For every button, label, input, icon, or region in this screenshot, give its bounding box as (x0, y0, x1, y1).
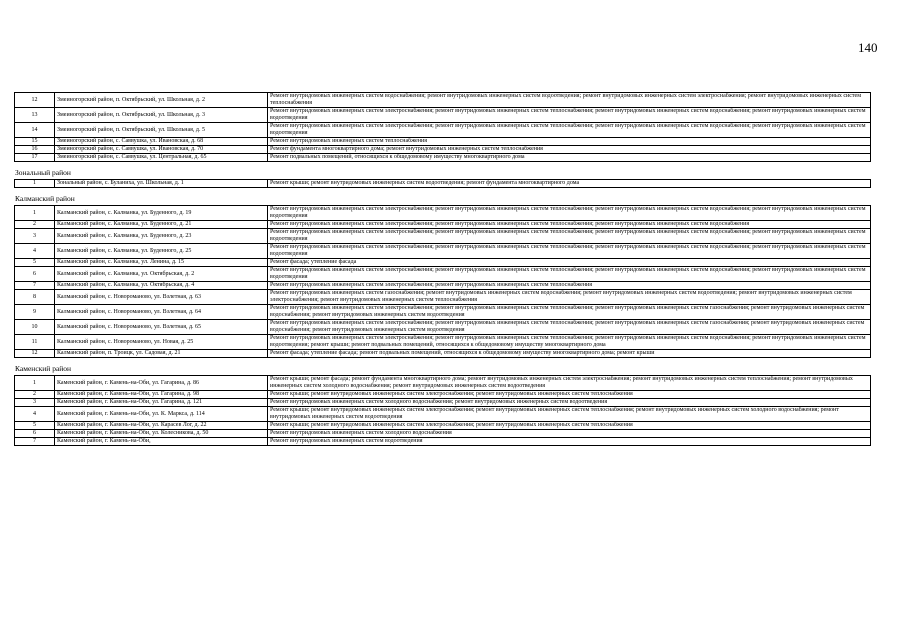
row-address: Калманский район, с. Новороманово, ул. Взлетная, д. 64 (55, 305, 268, 320)
table-row (15, 123, 871, 138)
row-number: 12 (15, 350, 55, 358)
row-works: Ремонт внутридомовых инженерных систем электроснабжения; ремонт внутридомовых инженерных систем теплоснабжения; ремонт внутридомовых инженерных систем водоснабжения (268, 221, 871, 229)
row-works: Ремонт крыши; ремонт внутридомовых инженерных систем электроснабжения; ремонт внутридомовых инженерных систем теплоснабжения; ремонт внутридомовых инженерных систем холодного водоснабжения; ремонт внутридомовых инженерных систем водоотведения (268, 407, 871, 422)
row-address: Каменский район, г. Камень-на-Оби, ул. Гагарина, д. 98 (55, 391, 268, 399)
row-number: 4 (15, 407, 55, 422)
row-number: 3 (15, 229, 55, 244)
row-address: Змеиногорский район, п. Октябрьский, ул. Школьная, д. 2 (55, 93, 268, 108)
row-works: Ремонт внутридомовых инженерных систем электроснабжения; ремонт внутридомовых инженерных систем теплоснабжения; ремонт внутридомовых инженерных систем водоснабжения; ремонт внутридомовых инженерных систем водоотведения; ремонт крыши; ремонт подвальных помещений, относящихся к общедомовому имуществу многоквартирного дома (268, 335, 871, 350)
row-works: Ремонт внутридомовых инженерных систем электроснабжения; ремонт внутридомовых инженерных систем теплоснабжения; ремонт внутридомовых инженерных систем газоснабжения; ремонт внутридомовых инженерных систем водоснабжения; ремонт внутридомовых инженерных систем водоотведения (268, 320, 871, 335)
table-row (15, 430, 871, 438)
table-row (15, 320, 871, 335)
row-number: 12 (15, 93, 55, 108)
row-works: Ремонт внутридомовых инженерных систем электроснабжения; ремонт внутридомовых инженерных систем теплоснабжения; ремонт внутридомовых инженерных систем водоснабжения; ремонт внутридомовых инженерных систем водоотведения (268, 206, 871, 221)
document-body (14, 92, 870, 446)
row-address: Зональный район, с. Буланиха, ул. Школьная, д. 1 (55, 180, 268, 188)
row-works: Ремонт крыши; ремонт внутридомовых инженерных систем электроснабжения; ремонт внутридомовых инженерных систем теплоснабжения (268, 422, 871, 430)
table-row (15, 244, 871, 259)
row-number: 1 (15, 206, 55, 221)
row-number: 6 (15, 430, 55, 438)
row-address: Змеиногорский район, п. Октябрьский, ул. Школьная, д. 3 (55, 108, 268, 123)
row-number: 6 (15, 267, 55, 282)
table-row (15, 229, 871, 244)
row-works: Ремонт внутридомовых инженерных систем электроснабжения; ремонт внутридомовых инженерных систем теплоснабжения; ремонт внутридомовых инженерных систем газоснабжения; ремонт внутридомовых инженерных систем водоснабжения; ремонт внутридомовых инженерных систем водоотведения (268, 305, 871, 320)
row-number: 9 (15, 305, 55, 320)
table-row (15, 376, 871, 391)
row-address: Каменский район, г. Камень-на-Оби, ул. Карасев Лог, д. 22 (55, 422, 268, 430)
row-number: 2 (15, 221, 55, 229)
row-number: 7 (15, 282, 55, 290)
row-number: 13 (15, 108, 55, 123)
table-row (15, 180, 871, 188)
row-address: Змеиногорский район, с. Саввушка, ул. Ивановская, д. 70 (55, 146, 268, 154)
row-address: Каменский район, г. Камень-на-Оби, ул. К. Маркса, д. 114 (55, 407, 268, 422)
row-address: Калманский район, с. Калманка, ул. Буденного, д. 25 (55, 244, 268, 259)
table-row (15, 259, 871, 267)
row-address: Змеиногорский район, с. Саввушка, ул. Ивановская, д. 68 (55, 138, 268, 146)
works-table (14, 92, 871, 162)
row-number: 1 (15, 376, 55, 391)
row-number: 7 (15, 438, 55, 446)
table-row (15, 399, 871, 407)
row-works: Ремонт фасада; утепление фасада (268, 259, 871, 267)
table-row (15, 290, 871, 305)
table-row (15, 391, 871, 399)
works-table (14, 179, 871, 188)
row-address: Каменский район, г. Камень-на-Оби, (55, 438, 268, 446)
row-address: Каменский район, г. Камень-на-Оби, ул. Гагарина, д. 121 (55, 399, 268, 407)
table-row (15, 93, 871, 108)
table-row (15, 267, 871, 282)
row-number: 5 (15, 259, 55, 267)
table-row (15, 206, 871, 221)
row-number: 8 (15, 290, 55, 305)
table-row (15, 154, 871, 162)
table-row (15, 407, 871, 422)
row-number: 16 (15, 146, 55, 154)
row-number: 3 (15, 399, 55, 407)
table-row (15, 138, 871, 146)
row-number: 5 (15, 422, 55, 430)
row-address: Калманский район, с. Калманка, ул. Ленина, д. 15 (55, 259, 268, 267)
district-heading: Калманский район (15, 194, 75, 203)
table-row (15, 335, 871, 350)
row-works: Ремонт внутридомовых инженерных систем газоснабжения; ремонт внутридомовых инженерных систем водоснабжения; ремонт внутридомовых инженерных систем водоотведения; ремонт внутридомовых инженерных систем электроснабжения; ремонт внутридомовых инженерных систем теплоснабжения (268, 290, 871, 305)
row-number: 17 (15, 154, 55, 162)
table-row (15, 305, 871, 320)
district-heading: Зональный район (15, 168, 71, 177)
row-address: Калманский район, с. Калманка, ул. Октябрьская, д. 2 (55, 267, 268, 282)
row-works: Ремонт внутридомовых инженерных систем водоснабжения; ремонт внутридомовых инженерных систем водоотведения; ремонт внутридомовых инженерных систем электроснабжения; ремонт внутридомовых инженерных систем теплоснабжения (268, 93, 871, 108)
row-works: Ремонт внутридомовых инженерных систем водоотведения (268, 438, 871, 446)
row-works: Ремонт фундамента многоквартирного дома; ремонт внутридомовых инженерных систем теплоснабжения (268, 146, 871, 154)
row-works: Ремонт внутридомовых инженерных систем электроснабжения; ремонт внутридомовых инженерных систем теплоснабжения; ремонт внутридомовых инженерных систем водоснабжения; ремонт внутридомовых инженерных систем водоотведения (268, 229, 871, 244)
table-row (15, 221, 871, 229)
row-address: Каменский район, г. Камень-на-Оби, ул. Гагарина, д. 86 (55, 376, 268, 391)
row-works: Ремонт внутридомовых инженерных систем электроснабжения; ремонт внутридомовых инженерных систем теплоснабжения; ремонт внутридомовых инженерных систем водоснабжения; ремонт внутридомовых инженерных систем водоотведения (268, 244, 871, 259)
row-address: Калманский район, с. Новороманово, ул. Взлетная, д. 63 (55, 290, 268, 305)
row-number: 14 (15, 123, 55, 138)
row-number: 10 (15, 320, 55, 335)
row-address: Змеиногорский район, с. Саввушка, ул. Центральная, д. 65 (55, 154, 268, 162)
page-number: 140 (858, 40, 878, 55)
row-address: Калманский район, с. Новороманово, ул. Новая, д. 25 (55, 335, 268, 350)
row-works: Ремонт внутридомовых инженерных систем теплоснабжения (268, 138, 871, 146)
works-table (14, 205, 871, 358)
row-works: Ремонт фасада; утепление фасада; ремонт подвальных помещений, относящихся к общедомовому имуществу многоквартирного дома; ремонт крыши (268, 350, 871, 358)
row-address: Калманский район, с. Калманка, ул. Октябрьская, д. 4 (55, 282, 268, 290)
row-works: Ремонт внутридомовых инженерных систем электроснабжения; ремонт внутридомовых инженерных систем теплоснабжения (268, 282, 871, 290)
table-row (15, 422, 871, 430)
row-works: Ремонт внутридомовых инженерных систем электроснабжения; ремонт внутридомовых инженерных систем теплоснабжения; ремонт внутридомовых инженерных систем водоснабжения; ремонт внутридомовых инженерных систем водоотведения (268, 267, 871, 282)
row-address: Калманский район, с. Новороманово, ул. Взлетная, д. 65 (55, 320, 268, 335)
table-row (15, 146, 871, 154)
row-address: Змеиногорский район, п. Октябрьский, ул. Школьная, д. 5 (55, 123, 268, 138)
row-address: Каменский район, г. Камень-на-Оби, ул. Колесникова, д. 50 (55, 430, 268, 438)
table-row (15, 438, 871, 446)
row-number: 11 (15, 335, 55, 350)
row-works: Ремонт крыши; ремонт внутридомовых инженерных систем водоотведения; ремонт фундамента многоквартирного дома (268, 180, 871, 188)
row-number: 1 (15, 180, 55, 188)
row-address: Калманский район, с. Калманка, ул. Буденного, д. 21 (55, 221, 268, 229)
district-heading: Каменский район (15, 364, 72, 373)
row-address: Калманский район, с. Калманка, ул. Буденного, д. 23 (55, 229, 268, 244)
row-works: Ремонт крыши; ремонт внутридомовых инженерных систем электроснабжения; ремонт внутридомовых инженерных систем теплоснабжения (268, 391, 871, 399)
row-works: Ремонт внутридомовых инженерных систем холодного водоснабжения; ремонт внутридомовых инженерных систем водоотведения (268, 399, 871, 407)
row-number: 15 (15, 138, 55, 146)
row-works: Ремонт внутридомовых инженерных систем электроснабжения; ремонт внутридомовых инженерных систем теплоснабжения; ремонт внутридомовых инженерных систем водоснабжения; ремонт внутридомовых инженерных систем водоотведения (268, 123, 871, 138)
table-row (15, 282, 871, 290)
row-number: 4 (15, 244, 55, 259)
table-row (15, 108, 871, 123)
table-row (15, 350, 871, 358)
row-works: Ремонт внутридомовых инженерных систем холодного водоснабжения (268, 430, 871, 438)
row-works: Ремонт подвальных помещений, относящихся к общедомовому имуществу многоквартирного дома (268, 154, 871, 162)
row-number: 2 (15, 391, 55, 399)
row-address: Калманский район, п. Троицк, ул. Садовая, д. 21 (55, 350, 268, 358)
row-works: Ремонт внутридомовых инженерных систем электроснабжения; ремонт внутридомовых инженерных систем теплоснабжения; ремонт внутридомовых инженерных систем водоснабжения; ремонт внутридомовых инженерных систем водоотведения (268, 108, 871, 123)
row-address: Калманский район, с. Калманка, ул. Буденного, д. 19 (55, 206, 268, 221)
works-table (14, 375, 871, 446)
row-works: Ремонт крыши; ремонт фасада; ремонт фундамента многоквартирного дома; ремонт внутридомовых инженерных систем электроснабжения; ремонт внутридомовых инженерных систем теплоснабжения; ремонт внутридомовых инженерных систем холодного водоснабжения; ремонт внутридомовых инженерных систем водоотведения (268, 376, 871, 391)
